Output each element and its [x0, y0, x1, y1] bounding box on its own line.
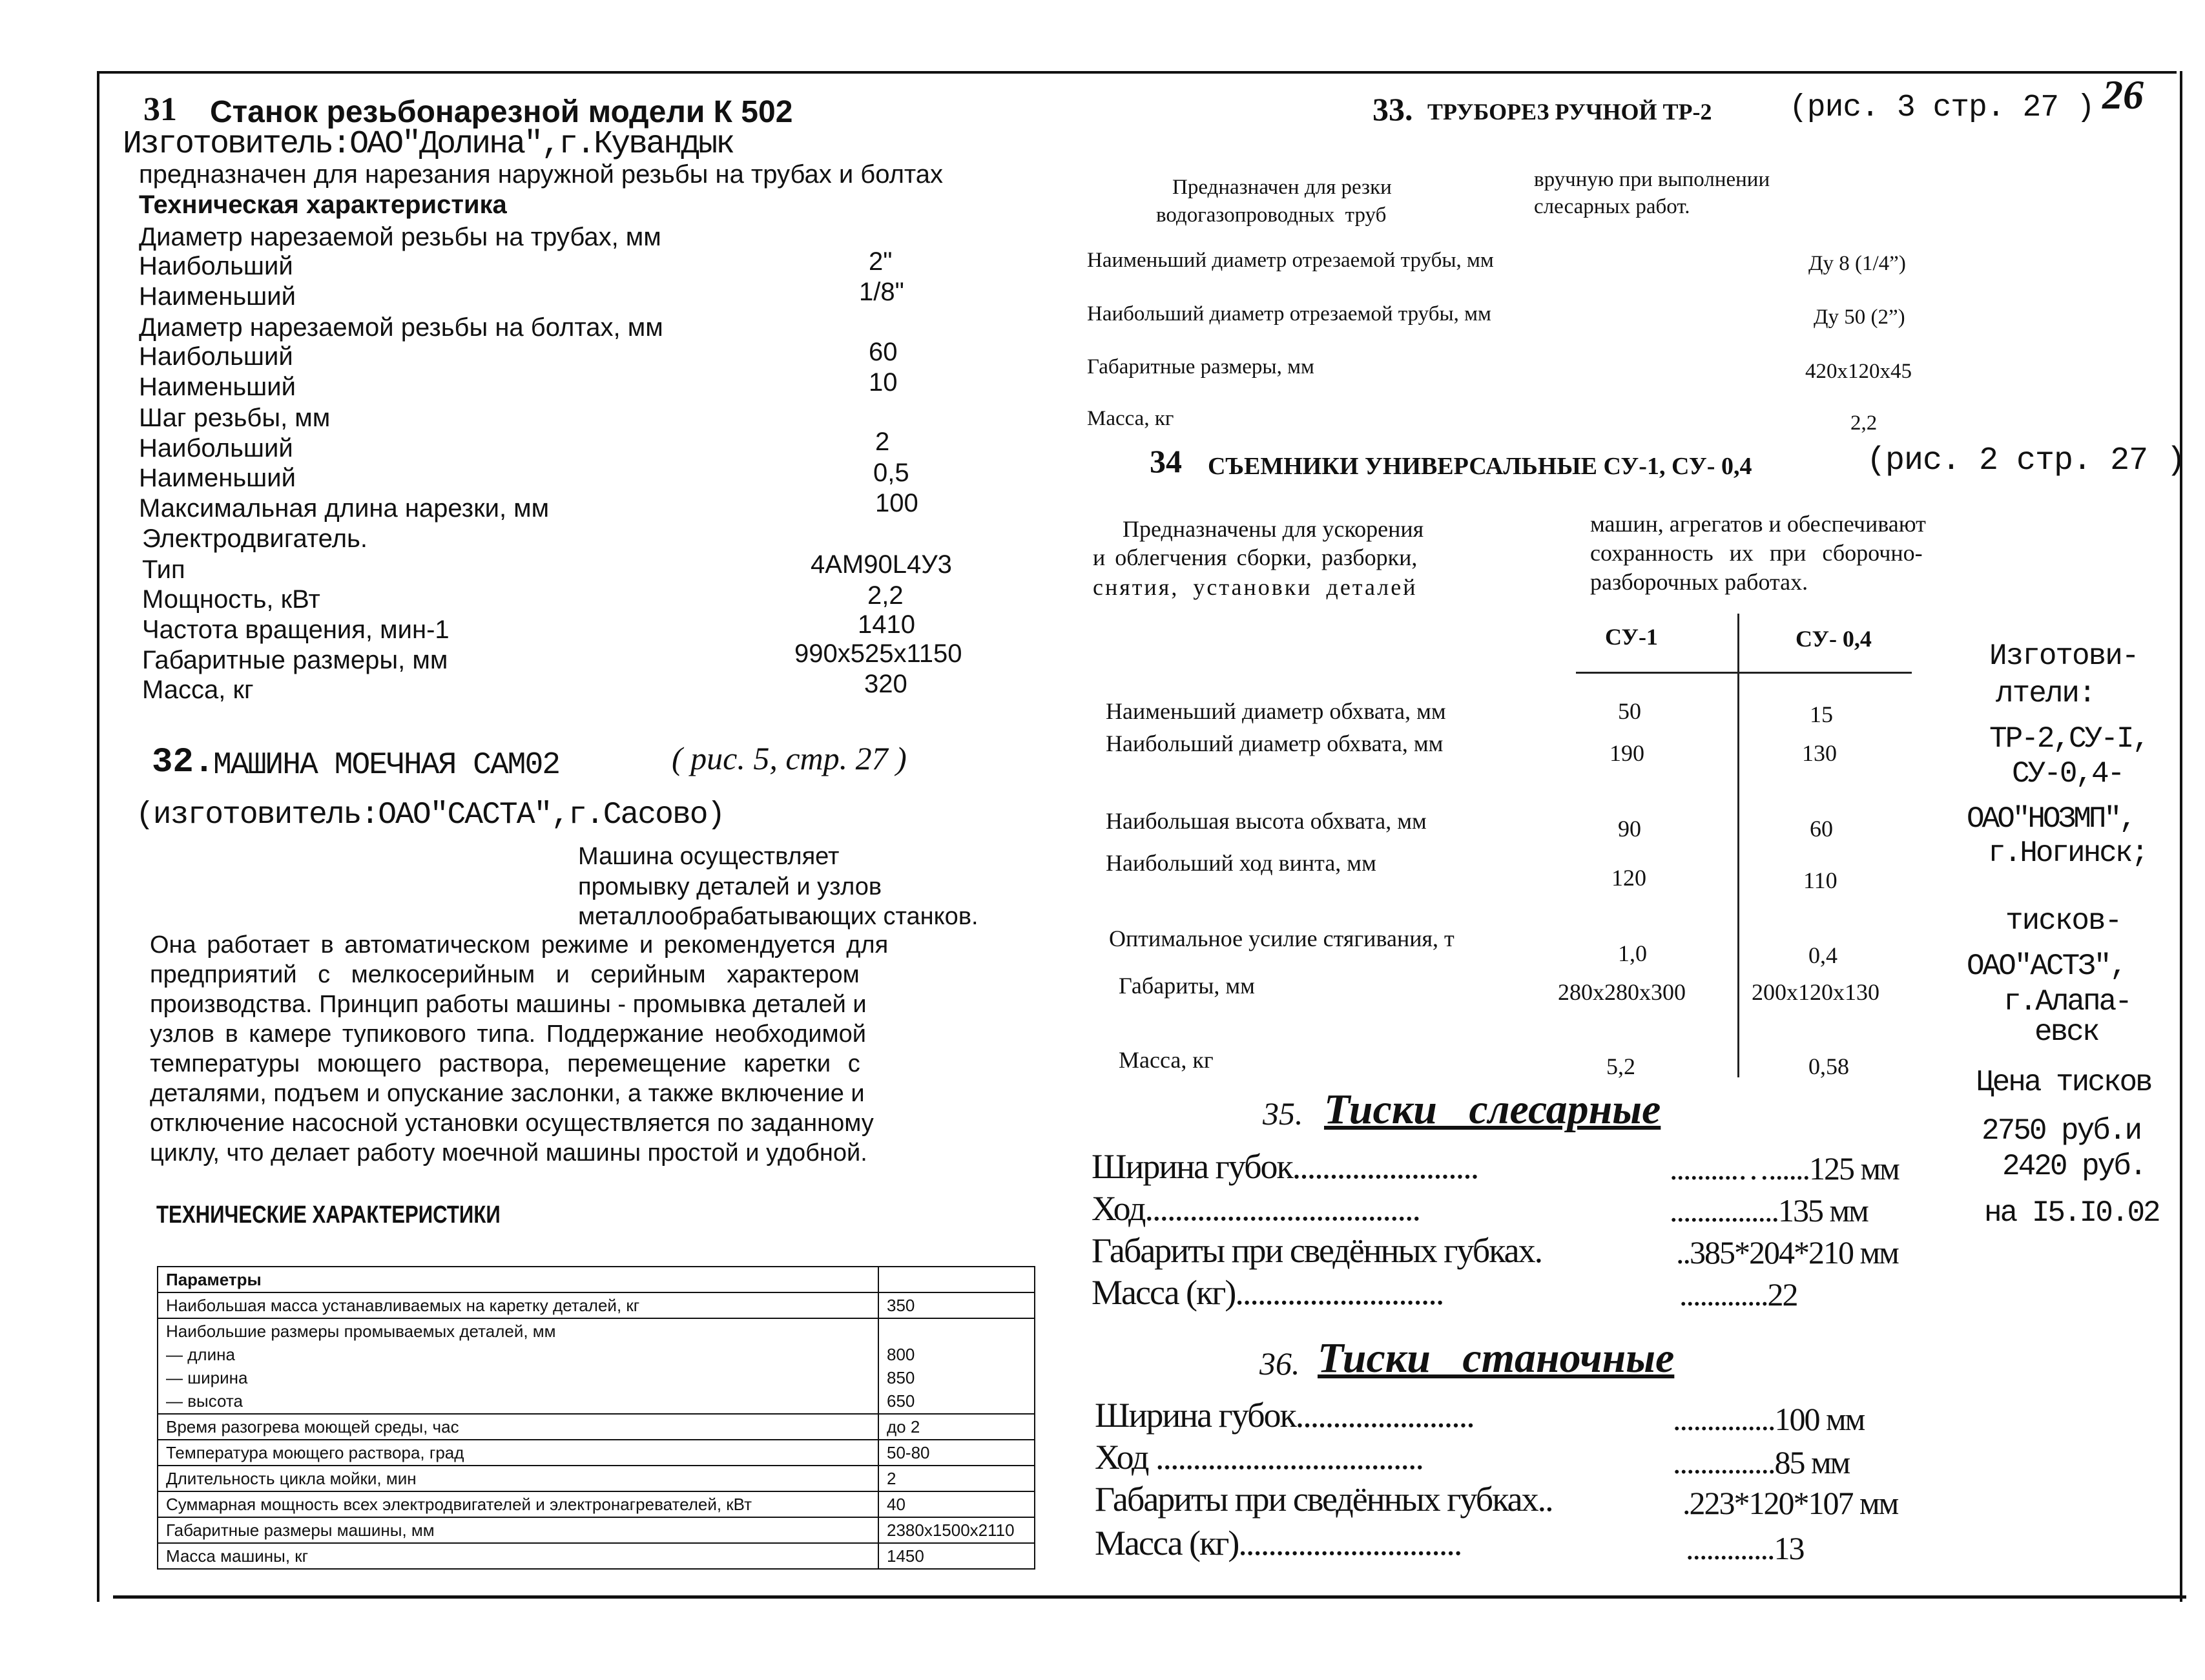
- frame-bottom-line: [113, 1595, 2186, 1599]
- table-cell-text: 850: [887, 1368, 915, 1387]
- sec32-paragraph-line: узлов в камере тупикового типа. Поддержание необходимой: [150, 1021, 866, 1048]
- sec31-row-value: 2": [869, 247, 893, 276]
- table-cell: 1450: [878, 1543, 1035, 1569]
- sec32-intro: Машина осуществляет: [578, 843, 840, 870]
- table-row: [158, 1267, 1035, 1292]
- sec36-number: 36.: [1259, 1345, 1300, 1382]
- table-header-cell: Параметры: [158, 1267, 878, 1292]
- sec32-paragraph-line: циклу, что делает работу моечной машины простой и удобной.: [150, 1139, 867, 1167]
- sec31-row-label: Наибольший: [139, 252, 293, 280]
- sec34-header-underline: [1576, 672, 1912, 674]
- sec34-figure-ref: (рис. 2 стр. 27 ): [1867, 442, 2186, 479]
- table-row: [158, 1292, 1035, 1318]
- sec34-title: СЪЕМНИКИ УНИВЕРСАЛЬНЫЕ СУ-1, СУ- 0,4: [1208, 453, 1752, 480]
- sec34-row-value: 5,2: [1606, 1053, 1635, 1079]
- table-cell: 50-80: [878, 1440, 1035, 1466]
- sec36-row-label: Ход ....................................: [1095, 1438, 1423, 1477]
- sec34-row-value: 110: [1803, 867, 1837, 893]
- frame-right-line: [2180, 71, 2182, 1602]
- sec34-row-value: 130: [1802, 740, 1837, 766]
- sec36-row-label: Габариты при сведённых губках..: [1095, 1480, 1553, 1519]
- sec34-row-label: Наибольший диаметр обхвата, мм: [1106, 731, 1444, 756]
- sec31-row-label: Габаритные размеры, мм: [142, 646, 448, 674]
- sec34-row-label: Габариты, мм: [1119, 973, 1255, 999]
- side-note-line: тисков-: [2005, 904, 2122, 938]
- side-note-line: ОАО"НОЗМП",: [1967, 802, 2135, 836]
- sec36-row-value: ...............85 мм: [1673, 1444, 1850, 1480]
- sec34-purpose: сохранность их при сборочно-: [1590, 540, 1923, 566]
- sec34-row-label: Оптимальное усилие стягивания, т: [1109, 926, 1454, 951]
- side-note-line: 2750 руб.и: [1982, 1114, 2141, 1148]
- sec33-row-value: 2,2: [1850, 411, 1878, 435]
- side-note-line: ОАО"АСТЗ",: [1967, 949, 2126, 983]
- table-cell: 2380х1500х2110: [878, 1517, 1035, 1543]
- table-cell-text: — ширина: [166, 1368, 248, 1387]
- sec33-row-label: Наибольший диаметр отрезаемой трубы, мм: [1087, 302, 1491, 326]
- sec34-column-divider: [1737, 614, 1739, 1077]
- side-note-line: на I5.I0.02: [1984, 1196, 2159, 1230]
- sec31-title: Станок резьбонарезной модели К 502: [210, 95, 793, 129]
- sec34-row-value: 90: [1618, 816, 1641, 842]
- sec31-row-label: Электродвигатель.: [142, 524, 367, 553]
- table-row: [158, 1491, 1035, 1517]
- sec36-row-label: Ширина губок........................: [1095, 1396, 1474, 1435]
- table-cell: Длительность цикла мойки, мин: [158, 1466, 878, 1491]
- sec35-row-label: Габариты при сведённых губках.: [1092, 1231, 1542, 1270]
- table-cell: [158, 1318, 878, 1414]
- sec32-number: 32.: [152, 743, 215, 782]
- table-row: [158, 1543, 1035, 1569]
- side-note-line: СУ-0,4-: [2012, 757, 2124, 791]
- sec31-row-value: 0,5: [873, 459, 909, 487]
- sec34-purpose: разборочных работах.: [1590, 569, 1808, 595]
- sec34-row-value: 1,0: [1618, 940, 1647, 966]
- sec34-number: 34: [1150, 443, 1182, 479]
- sec31-row-label: Шаг резьбы, мм: [139, 404, 331, 432]
- table-cell: 2: [878, 1466, 1035, 1491]
- sec34-col-header-su1: СУ-1: [1605, 624, 1658, 650]
- sec32-paragraph-line: деталями, подъем и опускание заслонки, а также включение и: [150, 1080, 865, 1107]
- sec31-row-label: Масса, кг: [142, 676, 254, 704]
- sec34-row-value: 0,58: [1808, 1053, 1849, 1079]
- sec34-row-label: Наибольший ход винта, мм: [1106, 850, 1376, 876]
- sec31-row-label: Частота вращения, мин-1: [142, 616, 450, 644]
- table-row: [158, 1517, 1035, 1543]
- table-cell: Наибольшая масса устанавливаемых на каретку деталей, кг: [158, 1292, 878, 1318]
- sec31-number: 31: [143, 91, 177, 128]
- table-row: [158, 1318, 1035, 1414]
- sec33-number: 33.: [1372, 91, 1413, 127]
- sec33-title: ТРУБОРЕЗ РУЧНОЙ ТР-2: [1427, 99, 1712, 125]
- sec34-purpose: Предназначены для ускорения: [1123, 516, 1424, 542]
- sec36-row-value: ...............100 мм: [1673, 1401, 1865, 1437]
- sec31-row-label: Наименьший: [139, 373, 296, 401]
- sec33-row-value: 420х120х45: [1805, 360, 1912, 383]
- table-row: [158, 1466, 1035, 1491]
- sec33-row-value: Ду 8 (1/4”): [1808, 252, 1906, 275]
- table-cell-text: — длина: [166, 1345, 235, 1364]
- sec35-row-value: .............22: [1679, 1276, 1797, 1312]
- table-cell: 40: [878, 1491, 1035, 1517]
- sec33-figure-ref: (рис. 3 стр. 27 ): [1789, 90, 2095, 125]
- frame-left-line: [97, 71, 99, 1602]
- sec33-purpose: слесарных работ.: [1534, 195, 1690, 218]
- sec34-row-value: 200х120х130: [1752, 979, 1879, 1005]
- sec32-intro: металлообрабатывающих станков.: [578, 903, 978, 930]
- table-cell: Масса машины, кг: [158, 1543, 878, 1569]
- sec32-maker: (изготовитель:ОАО"САСТА",г.Сасово): [136, 798, 725, 833]
- table-cell: Температура моющего раствора, град: [158, 1440, 878, 1466]
- sec31-row-label: Наименьший: [139, 464, 296, 492]
- sec32-paragraph-line: Она работает в автоматическом режиме и рекомендуется для: [150, 931, 889, 959]
- table-header-cell: [878, 1267, 1035, 1292]
- sec33-row-label: Наименьший диаметр отрезаемой трубы, мм: [1087, 249, 1494, 272]
- sec31-row-label: Наименьший: [139, 282, 296, 311]
- sec31-row-label: Мощность, кВт: [142, 585, 320, 614]
- sec35-row-label: Ход.....................................: [1092, 1189, 1420, 1228]
- sec34-purpose: машин, агрегатов и обеспечивают: [1590, 511, 1926, 537]
- sec31-tech-header: Техническая характеристика: [139, 191, 507, 219]
- sec34-row-value: 15: [1810, 701, 1833, 727]
- sec32-paragraph-line: предприятий с мелкосерийным и серийным характером: [150, 961, 860, 988]
- sec34-row-value: 0,4: [1808, 942, 1837, 968]
- table-row: [158, 1414, 1035, 1440]
- sec31-row-value: 1/8": [859, 278, 904, 306]
- sec35-row-value: ..........…......125 мм: [1670, 1150, 1899, 1187]
- page-number: 26: [2102, 72, 2144, 118]
- table-row: [158, 1440, 1035, 1466]
- table-cell: [878, 1318, 1035, 1414]
- table-cell: до 2: [878, 1414, 1035, 1440]
- table-cell: Время разогрева моющей среды, час: [158, 1414, 878, 1440]
- sec34-purpose: и облегчения сборки, разборки,: [1093, 544, 1418, 570]
- table-cell-text: — высота: [166, 1391, 243, 1411]
- frame-top-line: [97, 71, 2177, 74]
- sec33-purpose: водогазопроводных труб: [1156, 203, 1387, 227]
- sec35-number: 35.: [1263, 1095, 1303, 1132]
- sec31-row-label: Максимальная длина нарезки, мм: [139, 494, 550, 523]
- sec36-row-label: Масса (кг)..............................: [1095, 1524, 1462, 1562]
- sec31-row-value: 100: [875, 489, 918, 517]
- sec31-row-value: 10: [869, 368, 898, 397]
- sec32-intro: промывку деталей и узлов: [578, 873, 882, 900]
- sec31-row-value: 1410: [858, 610, 915, 639]
- sec31-row-value: 990х525х1150: [794, 639, 962, 668]
- sec32-figure-ref: ( рис. 5, стр. 27 ): [672, 740, 907, 776]
- sec33-row-label: Габаритные размеры, мм: [1087, 355, 1314, 379]
- sec31-row-value: 60: [869, 338, 898, 366]
- sec31-purpose: предназначен для нарезания наружной резьбы на трубах и болтах: [139, 160, 944, 189]
- sec31-row-label: Наибольший: [139, 434, 293, 462]
- sec32-paragraph-line: температуры моющего раствора, перемещение каретки с: [150, 1050, 860, 1077]
- side-note-line: ТР-2,СУ-I,: [1989, 722, 2149, 756]
- table-cell-text: 650: [887, 1391, 915, 1411]
- sec34-row-value: 120: [1611, 865, 1646, 891]
- sec35-title: Тиски слесарные: [1324, 1086, 1661, 1133]
- table-cell: 350: [878, 1292, 1035, 1318]
- sec32-paragraph-line: отключение насосной установки осуществляется по заданному: [150, 1110, 874, 1137]
- side-note-line: г.Ногинск;: [1988, 836, 2148, 870]
- sec34-row-value: 50: [1618, 698, 1641, 724]
- side-note-line: лтели:: [1996, 677, 2095, 710]
- side-note-line: Изготови-: [1989, 639, 2138, 673]
- sec34-purpose: снятия, установки деталей: [1093, 574, 1418, 600]
- sec35-row-label: Масса (кг)............................: [1092, 1273, 1444, 1312]
- sec34-row-value: 280х280х300: [1558, 979, 1686, 1005]
- sec36-row-value: .............13: [1686, 1530, 1804, 1566]
- sec32-tech-header: ТЕХНИЧЕСКИЕ ХАРАКТЕРИСТИКИ: [156, 1201, 501, 1229]
- sec31-row-label: Диаметр нарезаемой резьбы на трубах, мм: [139, 223, 661, 251]
- side-note-line: г.Алапа-: [2003, 985, 2131, 1019]
- sec34-row-label: Масса, кг: [1119, 1047, 1214, 1073]
- side-note-line: Цена тисков: [1976, 1066, 2151, 1099]
- sec35-row-value: ..385*204*210 мм: [1676, 1234, 1898, 1270]
- sec35-row-value: ................135 мм: [1670, 1192, 1868, 1229]
- sec33-purpose: Предназначен для резки: [1172, 176, 1392, 199]
- sec31-row-label: Наибольший: [139, 342, 293, 371]
- sec31-row-value: 320: [864, 670, 907, 698]
- sec32-params-table: [157, 1266, 1035, 1570]
- sec34-col-header-su04: СУ- 0,4: [1796, 626, 1872, 652]
- sec36-title: Тиски станочные: [1318, 1334, 1675, 1382]
- sec33-row-value: Ду 50 (2”): [1814, 306, 1905, 329]
- sec31-row-value: 4АМ90L4У3: [811, 550, 952, 579]
- side-note-line: евск: [2034, 1015, 2098, 1049]
- sec36-row-value: .223*120*107 мм: [1682, 1485, 1898, 1521]
- sec31-row-value: 2,2: [867, 581, 904, 610]
- sec34-row-value: 190: [1610, 740, 1644, 766]
- sec33-row-label: Масса, кг: [1087, 407, 1174, 430]
- table-cell: Суммарная мощность всех электродвигателей и электронагревателей, кВт: [158, 1491, 878, 1517]
- sec34-row-label: Наименьший диаметр обхвата, мм: [1106, 698, 1446, 724]
- sec31-row-label: Диаметр нарезаемой резьбы на болтах, мм: [139, 313, 663, 342]
- sec31-maker: Изготовитель:ОАО"Долина",г.Кувандык: [123, 126, 734, 163]
- sec32-title: МАШИНА МОЕЧНАЯ САМ02: [213, 748, 560, 783]
- sec33-purpose: вручную при выполнении: [1534, 168, 1770, 191]
- sec35-row-label: Ширина губок.........................: [1092, 1147, 1478, 1186]
- table-cell: Габаритные размеры машины, мм: [158, 1517, 878, 1543]
- table-cell-text: 800: [887, 1345, 915, 1364]
- sec34-row-label: Наибольшая высота обхвата, мм: [1106, 808, 1427, 834]
- table-cell-text: Наибольшие размеры промываемых деталей, мм: [166, 1322, 556, 1341]
- sec31-row-value: 2: [875, 428, 890, 456]
- sec34-row-value: 60: [1810, 816, 1833, 842]
- sec32-paragraph-line: производства. Принцип работы машины - промывка деталей и: [150, 991, 867, 1018]
- side-note-line: 2420 руб.: [2002, 1150, 2146, 1183]
- sec31-row-label: Тип: [142, 555, 185, 584]
